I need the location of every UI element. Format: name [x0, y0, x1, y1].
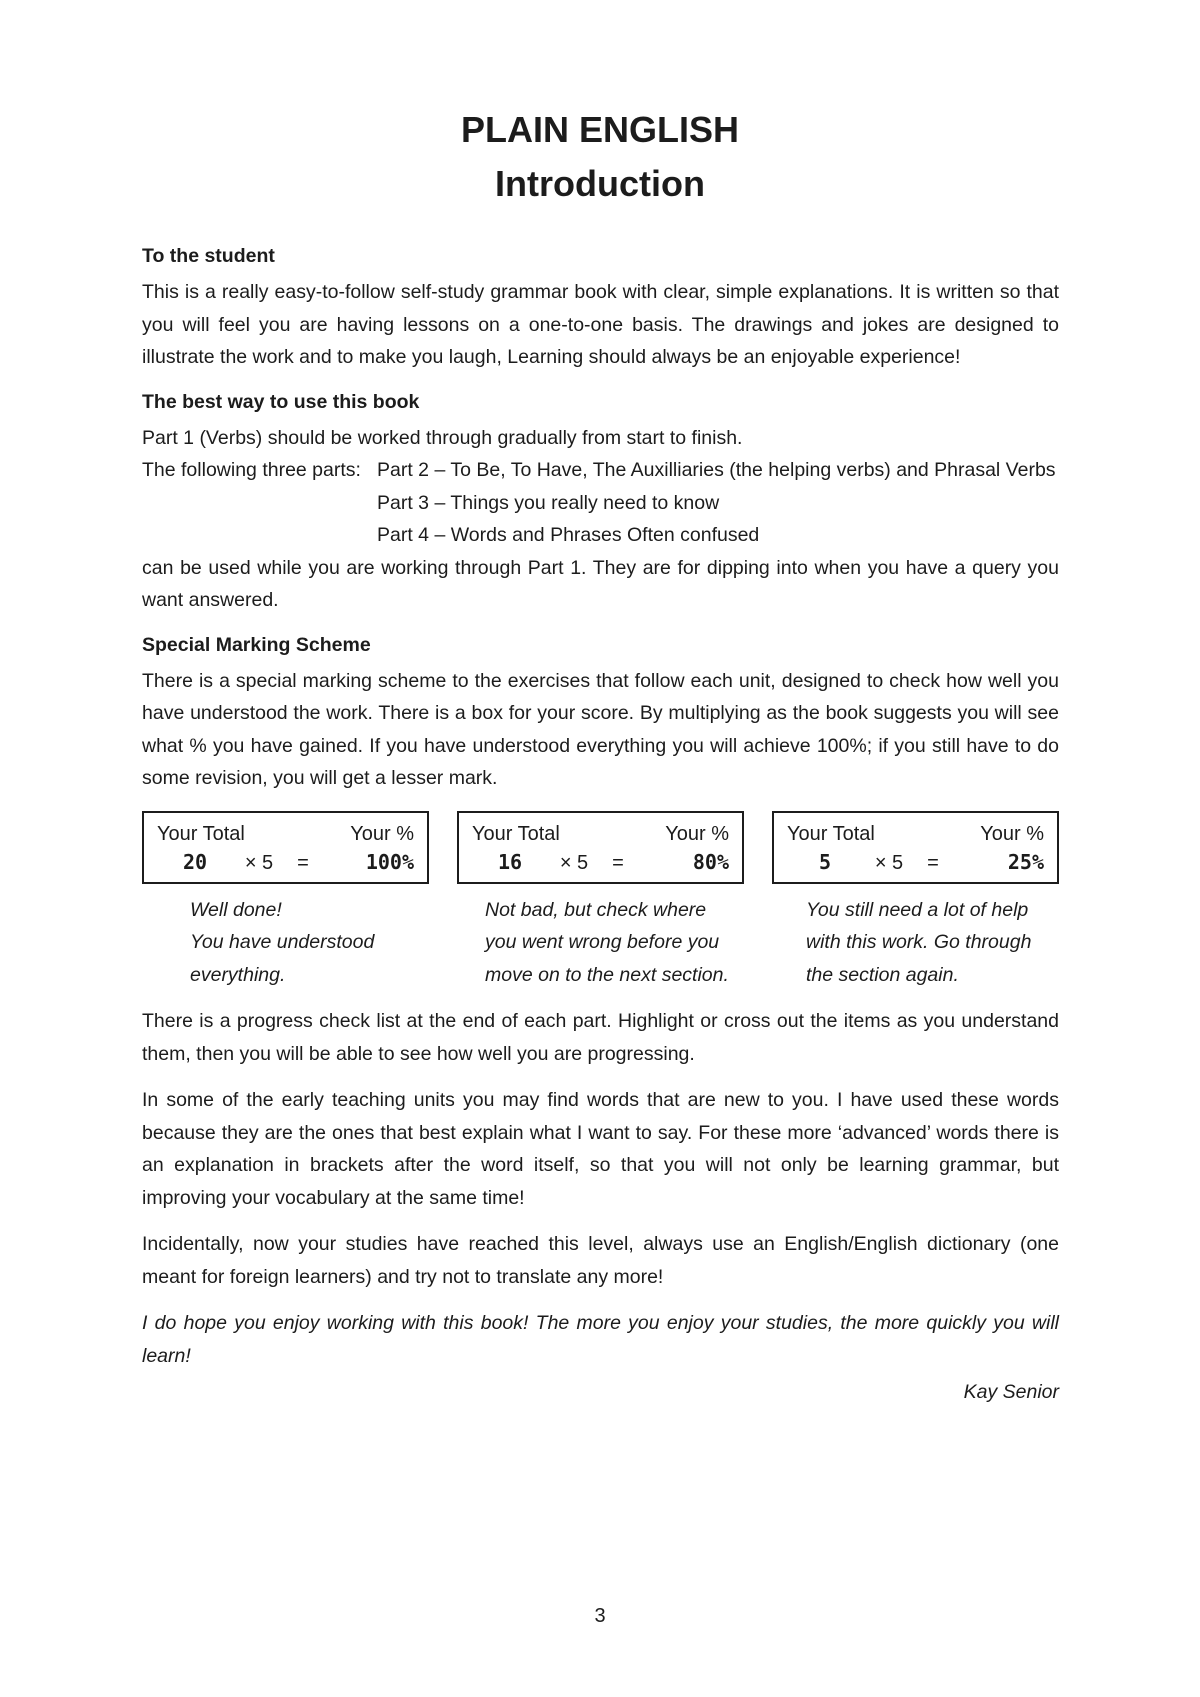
comment-line: the section again.: [806, 963, 959, 986]
paragraph: Part 1 (Verbs) should be worked through gradually from start to finish.: [142, 426, 743, 449]
total-label: Your Total: [472, 822, 560, 845]
part-item: Part 4 – Words and Phrases Often confused: [377, 524, 760, 546]
score-value: 5: [818, 849, 832, 874]
comment-line: you went wrong before you: [485, 931, 720, 953]
multiplier: × 5: [559, 851, 589, 874]
percent-value: 100%: [365, 849, 414, 874]
percent-label: Your %: [350, 822, 414, 845]
score-box: [142, 811, 429, 884]
comment-line: with this work. Go through: [806, 931, 1032, 953]
percent-value: 80%: [692, 849, 729, 874]
comment-line: everything.: [190, 963, 286, 986]
section-closing: [142, 1005, 1059, 1409]
score-examples: [142, 811, 1059, 992]
equals-sign: =: [297, 851, 309, 874]
section-heading: The best way to use this book: [142, 390, 420, 413]
section-marking: [142, 631, 1059, 992]
page-subtitle: Introduction: [495, 163, 705, 204]
section-heading: To the student: [142, 245, 275, 267]
closing-remark: I do hope you enjoy working with this book! The more you enjoy your studies, the more quickly you will learn!: [142, 1312, 1059, 1367]
percent-label: Your %: [980, 822, 1044, 845]
part-item: Part 2 – To Be, To Have, The Auxilliaries (the helping verbs) and Phrasal Verbs: [377, 459, 1056, 481]
page-number: 3: [594, 1605, 606, 1627]
paragraph: In some of the early teaching units you may find words that are new to you. I have used these words because they are the ones that best explain what I want to say. For these more ‘advanced’ words there is an explanation in brackets after the word itself, so that you will not only be learning grammar, but improving your vocabulary at the same time!: [142, 1089, 1059, 1209]
paragraph: This is a really easy-to-follow self-study grammar book with clear, simple explanations. It is written so that you will feel you are having lessons on a one-to-one basis. The drawings and jokes are designed to illustrate the work and to make you laugh, Learning should always be an enjoyable experience!: [142, 281, 1059, 368]
comment-line: Not bad, but check where: [485, 898, 707, 921]
score-box: [457, 811, 744, 884]
equals-sign: =: [927, 851, 939, 874]
multiplier: × 5: [244, 851, 274, 874]
total-label: Your Total: [157, 822, 245, 845]
score-value: 16: [497, 849, 523, 874]
part-item: Part 3 – Things you really need to know: [377, 491, 720, 514]
paragraph: There is a progress check list at the end of each part. Highlight or cross out the items as you understand them, then you will be able to see how well you are progressing.: [142, 1010, 1059, 1065]
score-comment: [772, 894, 1059, 992]
score-example: [142, 811, 429, 992]
score-box: [772, 811, 1059, 884]
parts-label: The following three parts:: [142, 459, 361, 481]
score-example: [772, 811, 1059, 992]
paragraph: can be used while you are working through Part 1. They are for dipping into when you have a query you want answered.: [142, 556, 1059, 611]
score-comment: [457, 894, 744, 992]
section-heading: Special Marking Scheme: [142, 633, 371, 656]
score-value: 20: [182, 849, 208, 874]
title-block: [0, 108, 1200, 206]
equals-sign: =: [612, 851, 624, 874]
comment-line: You still need a lot of help: [806, 898, 1029, 921]
comment-line: You have understood: [190, 931, 375, 953]
parts-list: [142, 454, 1059, 487]
comment-line: move on to the next section.: [485, 963, 729, 986]
percent-label: Your %: [665, 822, 729, 845]
paragraph: Incidentally, now your studies have reached this level, always use an English/English dictionary (one meant for foreign learners) and try not to translate any more!: [142, 1233, 1059, 1288]
section-best-way: [142, 388, 1059, 617]
author-signature: Kay Senior: [963, 1381, 1059, 1403]
comment-line: Well done!: [190, 898, 282, 921]
section-to-student: [142, 242, 1059, 374]
score-example: [457, 811, 744, 992]
score-comment: [142, 894, 429, 992]
paragraph: There is a special marking scheme to the exercises that follow each unit, designed to check how well you have understood the work. There is a box for your score. By multiplying as the book suggests you will see what % you have gained. If you have understood everything you will achieve 100%; if you still have to do some revision, you will get a lesser mark.: [142, 669, 1059, 789]
content: [142, 242, 1059, 1409]
page-title: PLAIN ENGLISH: [460, 109, 739, 150]
total-label: Your Total: [787, 822, 875, 845]
multiplier: × 5: [874, 851, 904, 874]
percent-value: 25%: [1007, 849, 1044, 874]
